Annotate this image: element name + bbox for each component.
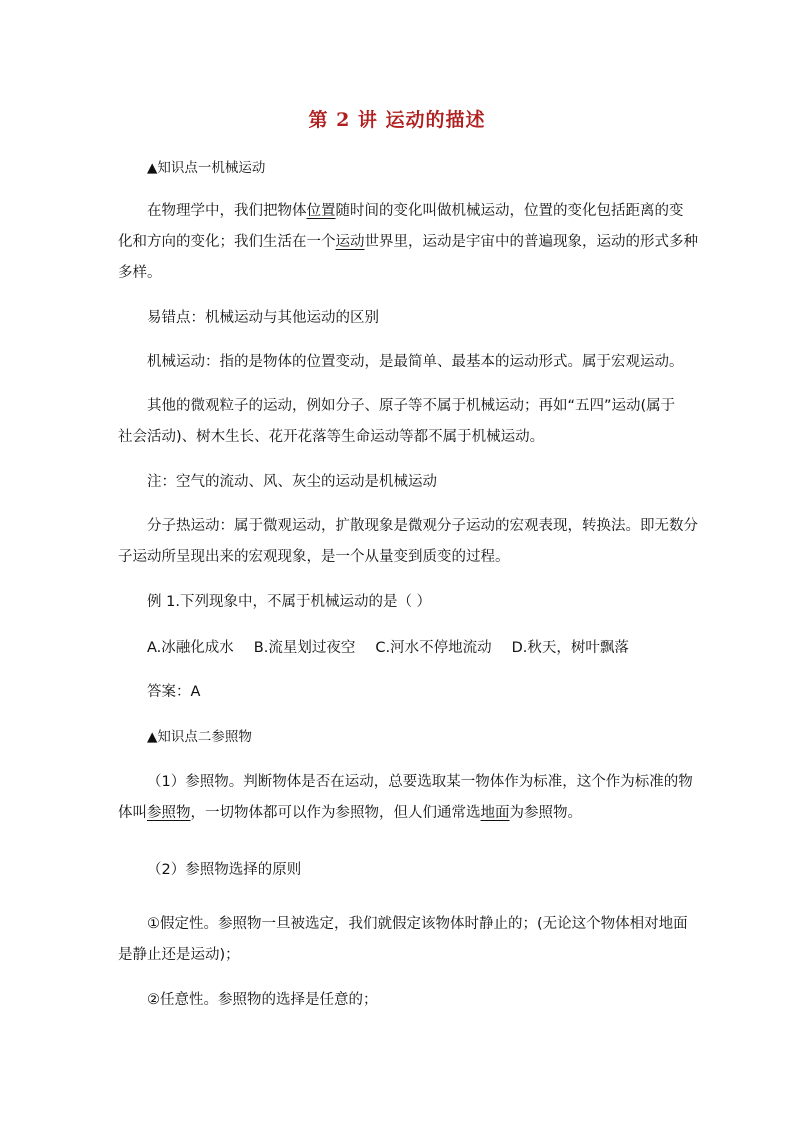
answer: 答案：A: [147, 684, 201, 700]
kp2-para1-line2: [118, 803, 582, 823]
option-d: D.秋天，树叶飘落: [511, 640, 629, 656]
kp2-para4: ②任意性。参照物的选择是任意的；: [147, 992, 378, 1008]
text: 化和方向的变化；我们生活在一个: [118, 234, 336, 250]
other-motion-line2: 社会活动)、树木生长、花开花落等生命运动等都不属于机械运动。: [118, 429, 545, 445]
mechanical-motion-definition: 机械运动：指的是物体的位置变动，是最简单、最基本的运动形式。属于宏观运动。: [147, 354, 684, 370]
underlined-term: 地面: [480, 805, 510, 821]
text: 为参照物。: [509, 805, 582, 821]
option-a: A.冰融化成水: [147, 640, 234, 656]
option-c: C.河水不停地流动: [375, 640, 492, 656]
section-heading-kp2: ▲知识点二参照物: [147, 729, 252, 745]
kp1-para1-line2: [118, 232, 698, 252]
text: 体叫: [118, 805, 147, 821]
example-question: 例 1.下列现象中，不属于机械运动的是（ ）: [147, 594, 432, 610]
underlined-term: 运动: [335, 234, 365, 250]
underlined-term: 参照物: [147, 805, 191, 821]
page-title: 第 2 讲 运动的描述: [308, 109, 486, 131]
kp1-para1-line1: [147, 201, 684, 221]
text: 世界里，运动是宇宙中的普遍现象，运动的形式多种: [364, 234, 698, 250]
kp2-para3-line1: ①假定性。参照物一旦被选定，我们就假定该物体时静止的；(无论这个物体相对地面: [147, 916, 688, 932]
error-point: 易错点：机械运动与其他运动的区别: [147, 310, 379, 326]
kp2-para1-line1: （1）参照物。判断物体是否在运动，总要选取某一物体作为标准，这个作为标准的物: [147, 774, 693, 790]
other-motion-line1: 其他的微观粒子的运动，例如分子、原子等不属于机械运动；再如“五四”运动(属于: [147, 398, 676, 414]
heat-motion-line2: 子运动所呈现出来的宏观现象，是一个从量变到质变的过程。: [118, 549, 510, 565]
kp1-para1-line3: 多样。: [118, 265, 162, 281]
note: 注：空气的流动、风、灰尘的运动是机械运动: [147, 474, 437, 490]
text: 在物理学中，我们把物体: [147, 203, 307, 219]
kp2-para3-line2: 是静止还是运动)；: [118, 947, 240, 963]
text: ，一切物体都可以作为参照物，但人们通常选: [190, 805, 481, 821]
text: 随时间的变化叫做机械运动，位置的变化包括距离的变: [335, 203, 684, 219]
answer-options: [147, 638, 649, 658]
section-heading-kp1: ▲知识点一机械运动: [147, 160, 266, 176]
heat-motion-line1: 分子热运动：属于微观运动，扩散现象是微观分子运动的宏观表现，转换法。即无数分: [147, 518, 698, 534]
underlined-term: 位置: [306, 203, 336, 219]
kp2-para2: （2）参照物选择的原则: [147, 862, 302, 878]
option-b: B.流星划过夜空: [253, 640, 356, 656]
